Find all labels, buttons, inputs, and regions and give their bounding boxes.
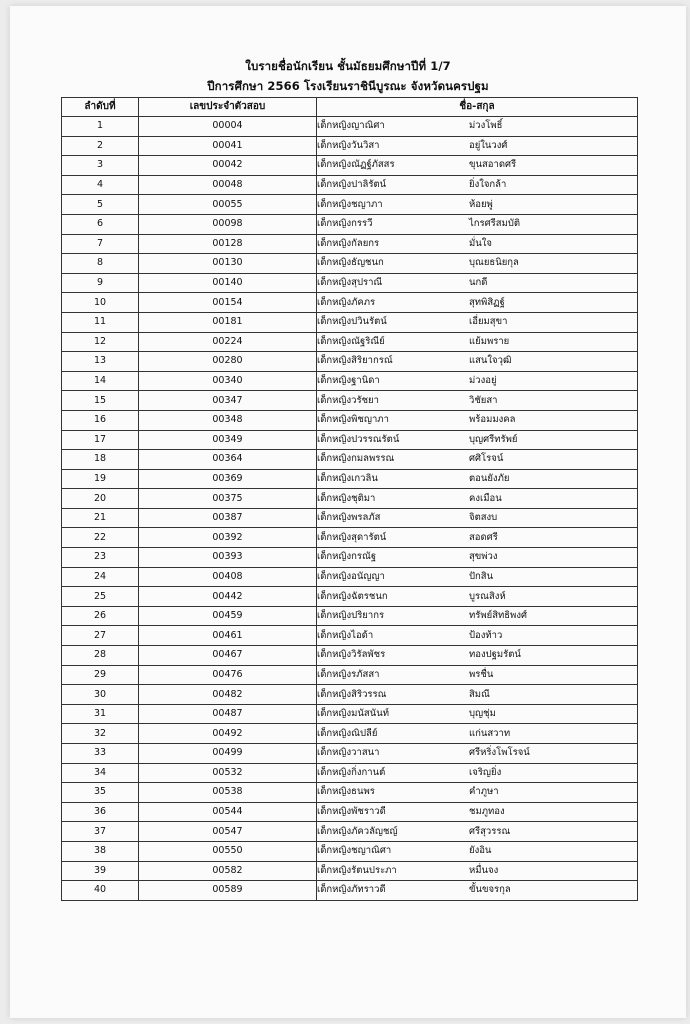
row-full-name xyxy=(317,214,638,234)
row-first-name: เด็กหญิงพิชญาภา xyxy=(317,414,389,426)
row-number: 34 xyxy=(62,763,139,783)
row-first-name: เด็กหญิงเกวลิน xyxy=(317,472,378,484)
row-exam-id: 00582 xyxy=(139,861,317,881)
row-full-name xyxy=(317,332,638,352)
row-exam-id: 00499 xyxy=(139,744,317,764)
row-number: 32 xyxy=(62,724,139,744)
row-exam-id: 00375 xyxy=(139,489,317,509)
row-full-name xyxy=(317,391,638,411)
row-first-name: เด็กหญิงธัญชนก xyxy=(317,257,384,269)
row-number: 3 xyxy=(62,156,139,176)
table-row xyxy=(62,175,638,195)
row-last-name: ทองปฐมรัตน์ xyxy=(469,649,521,661)
row-full-name xyxy=(317,273,638,293)
row-first-name: เด็กหญิงภัคภร xyxy=(317,296,376,308)
row-last-name: ม่วงอยู่ xyxy=(469,375,497,387)
row-exam-id: 00130 xyxy=(139,254,317,274)
document-title: ใบรายชื่อนักเรียน ชั้นมัธยมศึกษาปีที่ 1/7 xyxy=(245,59,451,73)
row-number: 5 xyxy=(62,195,139,215)
row-last-name: ทรัพย์สิทธิพงศ์ xyxy=(469,610,527,622)
table-row xyxy=(62,117,638,137)
row-first-name: เด็กหญิงณัฏฐ์ภัสสร xyxy=(317,159,395,171)
row-first-name: เด็กหญิงณิปลีย์ xyxy=(317,727,378,739)
row-first-name: เด็กหญิงภัควลัญชญ์ xyxy=(317,825,398,837)
row-exam-id: 00181 xyxy=(139,312,317,332)
row-number: 13 xyxy=(62,352,139,372)
row-first-name: เด็กหญิงกมลพรรณ xyxy=(317,453,395,465)
row-number: 8 xyxy=(62,254,139,274)
row-number: 17 xyxy=(62,430,139,450)
row-first-name: เด็กหญิงสุดารัตน์ xyxy=(317,531,387,543)
row-exam-id: 00140 xyxy=(139,273,317,293)
row-exam-id: 00154 xyxy=(139,293,317,313)
row-number: 10 xyxy=(62,293,139,313)
row-last-name: ไกรศรีสมบัติ xyxy=(469,218,521,230)
table-row xyxy=(62,156,638,176)
row-first-name: เด็กหญิงพัชราวดี xyxy=(317,806,386,818)
row-full-name xyxy=(317,136,638,156)
row-number: 30 xyxy=(62,685,139,705)
row-exam-id: 00042 xyxy=(139,156,317,176)
table-row xyxy=(62,254,638,274)
table-row xyxy=(62,391,638,411)
row-exam-id: 00349 xyxy=(139,430,317,450)
row-first-name: เด็กหญิงฉัตรชนก xyxy=(317,590,388,602)
row-last-name: เจริญยิ่ง xyxy=(469,766,502,778)
row-last-name: บุญศรีทรัพย์ xyxy=(469,433,518,445)
row-last-name: คำภูษา xyxy=(469,786,499,798)
row-last-name: สอดศรี xyxy=(469,531,498,543)
row-first-name: เด็กหญิงรภัสสา xyxy=(317,668,380,680)
row-first-name: เด็กหญิงชญาภา xyxy=(317,198,383,210)
row-number: 14 xyxy=(62,371,139,391)
row-exam-id: 00550 xyxy=(139,841,317,861)
row-last-name: สิมณี xyxy=(469,688,490,700)
table-row xyxy=(62,469,638,489)
row-first-name: เด็กหญิงมนัสนันท์ xyxy=(317,708,389,720)
row-last-name: วิชัยสา xyxy=(469,394,498,406)
row-full-name xyxy=(317,763,638,783)
row-last-name: ชมภูทอง xyxy=(469,806,505,818)
row-first-name: เด็กหญิงรัตนประภา xyxy=(317,864,397,876)
table-row xyxy=(62,783,638,803)
row-full-name xyxy=(317,450,638,470)
table-row xyxy=(62,822,638,842)
table-row xyxy=(62,861,638,881)
row-exam-id: 00467 xyxy=(139,646,317,666)
row-last-name: ตอนยังภัย xyxy=(469,472,510,484)
row-full-name xyxy=(317,861,638,881)
row-full-name xyxy=(317,567,638,587)
row-number: 16 xyxy=(62,410,139,430)
row-number: 18 xyxy=(62,450,139,470)
row-number: 11 xyxy=(62,312,139,332)
table-row xyxy=(62,273,638,293)
row-full-name xyxy=(317,312,638,332)
row-exam-id: 00340 xyxy=(139,371,317,391)
row-full-name xyxy=(317,626,638,646)
row-last-name: สุขพ่วง xyxy=(469,551,498,563)
row-exam-id: 00544 xyxy=(139,802,317,822)
row-number: 7 xyxy=(62,234,139,254)
row-number: 39 xyxy=(62,861,139,881)
table-row xyxy=(62,724,638,744)
row-number: 15 xyxy=(62,391,139,411)
row-number: 21 xyxy=(62,508,139,528)
row-first-name: เด็กหญิงวรัชยา xyxy=(317,394,379,406)
row-number: 9 xyxy=(62,273,139,293)
row-full-name xyxy=(317,528,638,548)
row-exam-id: 00538 xyxy=(139,783,317,803)
row-full-name xyxy=(317,195,638,215)
row-last-name: พร้อมมงคล xyxy=(469,414,516,426)
row-first-name: เด็กหญิงอนัญญา xyxy=(317,570,385,582)
row-exam-id: 00348 xyxy=(139,410,317,430)
row-first-name: เด็กหญิงพรลภัส xyxy=(317,512,381,524)
row-exam-id: 00224 xyxy=(139,332,317,352)
row-last-name: หมื่นจง xyxy=(469,864,499,876)
header-full-name: ชื่อ-สกุล xyxy=(317,98,638,117)
table-row xyxy=(62,744,638,764)
table-body xyxy=(62,117,638,901)
table-row xyxy=(62,234,638,254)
row-full-name xyxy=(317,117,638,137)
table-row xyxy=(62,567,638,587)
row-first-name: เด็กหญิงวิรัลพัชร xyxy=(317,649,386,661)
row-exam-id: 00004 xyxy=(139,117,317,137)
row-full-name xyxy=(317,352,638,372)
row-exam-id: 00408 xyxy=(139,567,317,587)
row-first-name: เด็กหญิงสุปราณี xyxy=(317,277,383,289)
row-last-name: ขั้นขจรกุล xyxy=(469,884,511,896)
table-row xyxy=(62,881,638,901)
row-number: 25 xyxy=(62,587,139,607)
table-row xyxy=(62,665,638,685)
row-last-name: คงเมือน xyxy=(469,492,502,504)
row-number: 19 xyxy=(62,469,139,489)
table-row xyxy=(62,312,638,332)
row-last-name: แก่นสวาท xyxy=(469,727,511,739)
row-first-name: เด็กหญิงฐานิดา xyxy=(317,375,380,387)
row-exam-id: 00347 xyxy=(139,391,317,411)
row-first-name: เด็กหญิงชญาณิศา xyxy=(317,845,392,857)
row-last-name: จิตสงบ xyxy=(469,512,498,524)
row-full-name xyxy=(317,704,638,724)
row-exam-id: 00364 xyxy=(139,450,317,470)
row-last-name: อยู่ในวงศ์ xyxy=(469,139,508,151)
table-row xyxy=(62,548,638,568)
row-last-name: ยิ่งใจกล้า xyxy=(469,179,507,191)
row-full-name xyxy=(317,587,638,607)
table-row xyxy=(62,704,638,724)
row-first-name: เด็กหญิงกิ่งกานต์ xyxy=(317,766,386,778)
row-last-name: บุญชุ่ม xyxy=(469,708,496,720)
row-full-name xyxy=(317,881,638,901)
row-last-name: ยังอิน xyxy=(469,845,492,857)
row-number: 38 xyxy=(62,841,139,861)
row-number: 28 xyxy=(62,646,139,666)
row-exam-id: 00487 xyxy=(139,704,317,724)
table-row xyxy=(62,841,638,861)
row-full-name xyxy=(317,724,638,744)
row-last-name: ศศิโรจน์ xyxy=(469,453,504,465)
row-number: 29 xyxy=(62,665,139,685)
row-full-name xyxy=(317,156,638,176)
row-full-name xyxy=(317,802,638,822)
table-row xyxy=(62,371,638,391)
table-row xyxy=(62,763,638,783)
row-exam-id: 00048 xyxy=(139,175,317,195)
table-row xyxy=(62,410,638,430)
row-full-name xyxy=(317,783,638,803)
table-row xyxy=(62,606,638,626)
table-row xyxy=(62,332,638,352)
row-full-name xyxy=(317,410,638,430)
row-first-name: เด็กหญิงกัลยกร xyxy=(317,237,380,249)
row-full-name xyxy=(317,822,638,842)
row-first-name: เด็กหญิงธนพร xyxy=(317,786,375,798)
row-exam-id: 00482 xyxy=(139,685,317,705)
row-full-name xyxy=(317,234,638,254)
row-full-name xyxy=(317,489,638,509)
document-subtitle: ปีการศึกษา 2566 โรงเรียนราชินีบูรณะ จังหวัดนครปฐม xyxy=(207,79,489,93)
table-row xyxy=(62,136,638,156)
row-exam-id: 00492 xyxy=(139,724,317,744)
row-last-name: ขุนสอาดศรี xyxy=(469,159,517,171)
row-first-name: เด็กหญิงภัทราวดี xyxy=(317,884,386,896)
row-last-name: ห้อยพู่ xyxy=(469,198,493,210)
table-row xyxy=(62,587,638,607)
row-number: 31 xyxy=(62,704,139,724)
document-page xyxy=(10,6,686,1018)
table-row xyxy=(62,508,638,528)
row-full-name xyxy=(317,469,638,489)
row-last-name: แย้มพราย xyxy=(469,335,510,347)
row-last-name: ศรีหริ่งโพโรจน์ xyxy=(469,747,530,759)
row-first-name: เด็กหญิงณัฐริณีย์ xyxy=(317,335,385,347)
row-last-name: ม่วงโพธิ์ xyxy=(469,120,503,132)
row-last-name: ปักสิน xyxy=(469,570,494,582)
row-first-name: เด็กหญิงญาณิศา xyxy=(317,120,385,132)
row-exam-id: 00442 xyxy=(139,587,317,607)
row-last-name: นกดี xyxy=(469,277,488,289)
row-number: 26 xyxy=(62,606,139,626)
row-number: 12 xyxy=(62,332,139,352)
row-first-name: เด็กหญิงปวรรณรัตน์ xyxy=(317,433,400,445)
table-row xyxy=(62,802,638,822)
row-full-name xyxy=(317,665,638,685)
row-full-name xyxy=(317,548,638,568)
row-exam-id: 00589 xyxy=(139,881,317,901)
header-number: ลำดับที่ xyxy=(62,98,139,117)
row-exam-id: 00392 xyxy=(139,528,317,548)
row-number: 36 xyxy=(62,802,139,822)
row-number: 1 xyxy=(62,117,139,137)
row-first-name: เด็กหญิงปาลิรัตน์ xyxy=(317,179,387,191)
row-first-name: เด็กหญิงวาสนา xyxy=(317,747,380,759)
row-full-name xyxy=(317,430,638,450)
table-header-row xyxy=(62,98,638,117)
row-full-name xyxy=(317,175,638,195)
row-full-name xyxy=(317,371,638,391)
row-first-name: เด็กหญิงกรณัฐ xyxy=(317,551,377,563)
row-number: 2 xyxy=(62,136,139,156)
row-number: 33 xyxy=(62,744,139,764)
table-row xyxy=(62,293,638,313)
row-exam-id: 00532 xyxy=(139,763,317,783)
row-last-name: ศรีสุวรรณ xyxy=(469,825,511,837)
row-number: 6 xyxy=(62,214,139,234)
row-last-name: เอี่ยมสุขา xyxy=(469,316,508,328)
row-number: 40 xyxy=(62,881,139,901)
row-exam-id: 00055 xyxy=(139,195,317,215)
row-exam-id: 00476 xyxy=(139,665,317,685)
row-number: 37 xyxy=(62,822,139,842)
row-first-name: เด็กหญิงปวินรัตน์ xyxy=(317,316,387,328)
row-first-name: เด็กหญิงกรรวี xyxy=(317,218,373,230)
row-full-name xyxy=(317,606,638,626)
row-exam-id: 00098 xyxy=(139,214,317,234)
row-exam-id: 00280 xyxy=(139,352,317,372)
row-last-name: มั่นใจ xyxy=(469,237,492,249)
row-last-name: ป้องท้าว xyxy=(469,629,503,641)
row-exam-id: 00387 xyxy=(139,508,317,528)
row-number: 20 xyxy=(62,489,139,509)
table-row xyxy=(62,528,638,548)
row-full-name xyxy=(317,744,638,764)
table-row xyxy=(62,214,638,234)
table-row xyxy=(62,626,638,646)
row-exam-id: 00461 xyxy=(139,626,317,646)
row-first-name: เด็กหญิงชุติมา xyxy=(317,492,376,504)
row-last-name: บูรณสิงห์ xyxy=(469,590,506,602)
row-first-name: เด็กหญิงสิริยากรณ์ xyxy=(317,355,393,367)
table-row xyxy=(62,489,638,509)
row-full-name xyxy=(317,685,638,705)
row-exam-id: 00369 xyxy=(139,469,317,489)
row-full-name xyxy=(317,293,638,313)
row-first-name: เด็กหญิงวันวิสา xyxy=(317,139,380,151)
row-full-name xyxy=(317,646,638,666)
row-first-name: เด็กหญิงไอด้า xyxy=(317,629,374,641)
row-first-name: เด็กหญิงปริยากร xyxy=(317,610,385,622)
row-number: 22 xyxy=(62,528,139,548)
header-exam-id: เลขประจำตัวสอบ xyxy=(139,98,317,117)
table-row xyxy=(62,195,638,215)
table-row xyxy=(62,646,638,666)
table-row xyxy=(62,430,638,450)
table-row xyxy=(62,450,638,470)
row-number: 35 xyxy=(62,783,139,803)
table-row xyxy=(62,352,638,372)
row-last-name: สุทพิสิฏฐ์ xyxy=(469,296,505,308)
row-exam-id: 00128 xyxy=(139,234,317,254)
row-exam-id: 00547 xyxy=(139,822,317,842)
row-last-name: พรชื่น xyxy=(469,668,494,680)
row-first-name: เด็กหญิงสิริวรรณ xyxy=(317,688,387,700)
row-last-name: บุณยธนิยกุล xyxy=(469,257,519,269)
row-full-name xyxy=(317,841,638,861)
row-exam-id: 00459 xyxy=(139,606,317,626)
row-full-name xyxy=(317,508,638,528)
row-number: 24 xyxy=(62,567,139,587)
student-roster-table xyxy=(61,97,638,901)
table-row xyxy=(62,685,638,705)
row-full-name xyxy=(317,254,638,274)
row-number: 27 xyxy=(62,626,139,646)
row-number: 23 xyxy=(62,548,139,568)
row-last-name: แสนใจวุฒิ xyxy=(469,355,512,367)
row-exam-id: 00393 xyxy=(139,548,317,568)
row-exam-id: 00041 xyxy=(139,136,317,156)
row-number: 4 xyxy=(62,175,139,195)
